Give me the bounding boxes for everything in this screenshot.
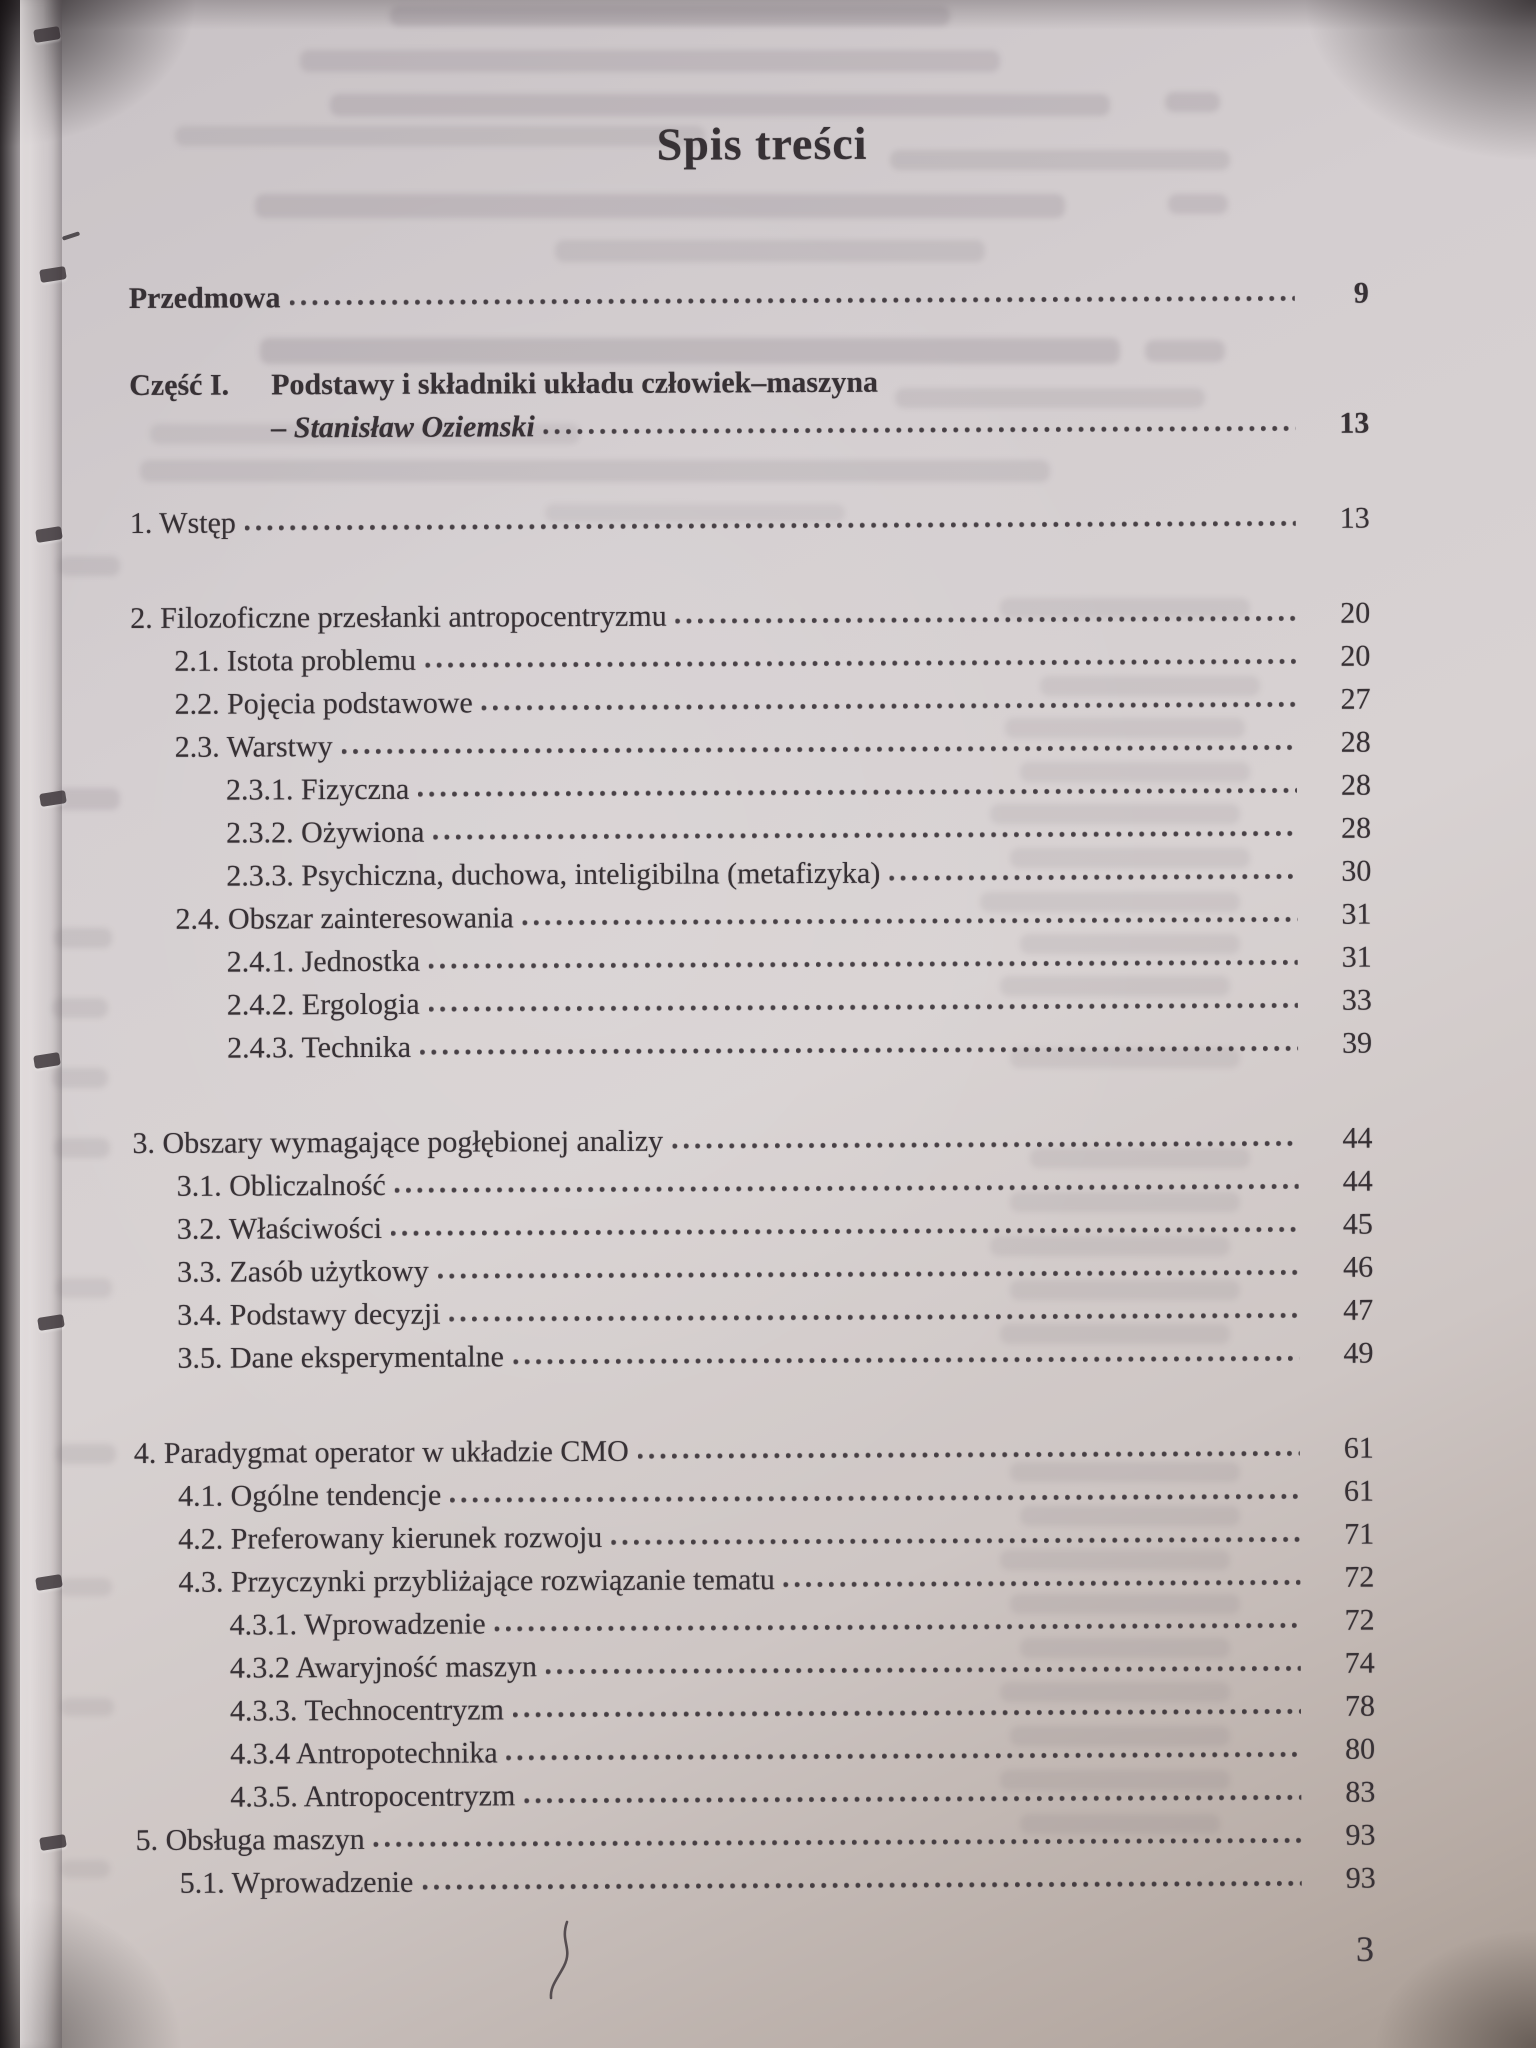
part-label: Część I.: [129, 368, 230, 402]
page-number: 39: [1341, 1026, 1373, 1060]
page-number: 13: [1339, 501, 1370, 535]
page-number: 83: [1345, 1775, 1376, 1809]
toc-entry: [130, 592, 1370, 640]
dot-leader: [433, 829, 1297, 842]
dot-leader: [429, 1001, 1298, 1014]
page-number: 28: [1340, 725, 1371, 759]
page-binding-edge: [20, 0, 62, 2048]
entry-label: 2.2. Pojęcia podstawowe: [174, 686, 473, 721]
page-number: 33: [1341, 983, 1372, 1017]
ghost-text-smudge: [300, 50, 1000, 72]
page-title: Spis treści: [656, 117, 868, 170]
entry-label: 4.3. Przyczynki przybliżające rozwiązanie tematu: [178, 1563, 775, 1599]
entry-label: 3.5. Dane eksperymentalne: [177, 1340, 505, 1375]
ghost-text-smudge: [58, 1578, 112, 1596]
toc-entry: [135, 1685, 1375, 1733]
page-number: 93: [1345, 1861, 1376, 1895]
toc-preface-row: [129, 272, 1369, 320]
dot-leader: [429, 958, 1298, 971]
entry-label: 3.2. Właściwości: [176, 1211, 383, 1246]
bottom-page-number: 3: [1356, 1929, 1374, 1969]
dot-leader: [546, 1664, 1301, 1676]
dot-leader: [342, 743, 1297, 756]
hair-squiggle-mark: [538, 1916, 588, 2006]
toc-content: [128, 111, 1376, 1905]
entry-label: 2.3. Warstwy: [174, 730, 333, 764]
entry-label: 4.3.4 Antropotechnika: [230, 1736, 498, 1771]
toc-entry: [134, 1427, 1374, 1475]
dot-leader: [544, 424, 1296, 436]
entry-label: 5.1. Wprowadzenie: [179, 1865, 414, 1900]
dot-leader: [495, 1621, 1301, 1634]
toc-entry: [135, 1642, 1375, 1690]
page-number: 13: [1339, 406, 1370, 440]
page-number: 46: [1342, 1250, 1374, 1284]
page-number: 72: [1344, 1560, 1375, 1594]
toc-entry: [131, 807, 1371, 855]
part-indent-spacer: [129, 437, 271, 438]
ghost-text-smudge: [60, 1860, 110, 1878]
dot-leader: [889, 872, 1297, 883]
entry-label: 2.3.2. Ożywiona: [226, 815, 425, 850]
ghost-text-smudge: [52, 1068, 108, 1088]
margin-tick-mark: [62, 231, 80, 240]
dot-leader: [245, 519, 1296, 533]
dot-leader: [507, 1750, 1302, 1762]
page-number: 71: [1344, 1517, 1375, 1551]
toc-entry: [130, 678, 1370, 726]
dot-leader: [482, 700, 1297, 713]
ghost-text-smudge: [54, 1138, 110, 1158]
page-number: 72: [1344, 1603, 1375, 1637]
dot-leader: [395, 1182, 1299, 1195]
entry-label: 2.4.3. Technika: [226, 1030, 412, 1065]
toc-entry: [135, 1814, 1375, 1862]
toc-entry: [132, 1117, 1372, 1165]
toc-entry: [132, 936, 1372, 984]
dot-leader: [391, 1225, 1299, 1238]
entry-label: 3.1. Obliczalność: [176, 1168, 386, 1203]
toc-entry: [130, 497, 1370, 545]
preface-label: Przedmowa: [128, 281, 281, 315]
toc-entry: [136, 1857, 1376, 1905]
toc-entry: [134, 1599, 1374, 1647]
entry-label: 3.4. Podstawy decyzji: [177, 1297, 441, 1332]
toc-part-author-row: [129, 402, 1369, 450]
entry-label: 4.3.1. Wprowadzenie: [229, 1607, 486, 1642]
toc-entry: [131, 764, 1371, 812]
page-number: 61: [1343, 1474, 1375, 1508]
page-number: 45: [1342, 1207, 1373, 1241]
binding-stitch: [39, 266, 67, 283]
page-number: 93: [1345, 1818, 1376, 1852]
dot-leader: [450, 1492, 1300, 1505]
ghost-text-smudge: [56, 788, 120, 810]
ghost-text-smudge: [1165, 92, 1220, 112]
dot-leader: [289, 294, 1294, 307]
toc-entry: [134, 1470, 1374, 1518]
page-number: 80: [1345, 1732, 1376, 1766]
dot-leader: [611, 1535, 1300, 1547]
ghost-text-smudge: [56, 1444, 116, 1464]
page-number: 9: [1353, 276, 1369, 310]
dot-leader: [450, 1311, 1300, 1324]
toc-entry: [132, 1022, 1372, 1070]
page-number: 47: [1343, 1293, 1374, 1327]
entry-label: 3.3. Zasób użytkowy: [176, 1254, 429, 1289]
page-number: 74: [1344, 1646, 1375, 1680]
dot-leader: [523, 915, 1298, 927]
entry-label: 5. Obsługa maszyn: [135, 1822, 365, 1857]
toc-entry: [135, 1728, 1375, 1776]
ghost-text-smudge: [58, 556, 120, 576]
dot-leader: [422, 1879, 1301, 1892]
page-number: 31: [1341, 897, 1372, 931]
toc-entry: [135, 1771, 1375, 1819]
part-title: Podstawy i składniki układu człowiek–maszyna: [271, 365, 879, 402]
entry-label: 2.4.1. Jednostka: [226, 944, 421, 979]
toc-entry: [131, 721, 1371, 769]
entry-label: 4.3.5. Antropocentryzm: [230, 1779, 516, 1814]
toc-entry: [133, 1289, 1373, 1337]
dot-leader: [418, 786, 1297, 799]
entry-label: 2.1. Istota problemu: [174, 643, 417, 678]
toc-entry: [134, 1556, 1374, 1604]
page-number: 20: [1340, 639, 1371, 673]
page-number: 27: [1340, 682, 1371, 716]
toc-entry: [131, 850, 1371, 898]
ghost-text-smudge: [390, 6, 950, 26]
entry-label: 3. Obszary wymagające pogłębionej analizy: [132, 1124, 664, 1160]
toc-entry: [133, 1160, 1373, 1208]
toc-part-row: [129, 359, 1369, 407]
dot-leader: [638, 1449, 1300, 1461]
entry-label: 4.2. Preferowany kierunek rozwoju: [178, 1520, 603, 1556]
dot-leader: [676, 614, 1297, 626]
page-number: 28: [1341, 811, 1372, 845]
dot-leader: [374, 1836, 1302, 1849]
entry-label: 4. Paradygmat operator w układzie CMO: [133, 1434, 629, 1470]
entry-label: 4.1. Ogólne tendencje: [177, 1478, 442, 1513]
page-number: 20: [1340, 596, 1371, 630]
dot-leader: [784, 1578, 1301, 1589]
dot-leader: [420, 1044, 1298, 1057]
ghost-text-smudge: [54, 928, 112, 948]
entry-label: 4.3.2 Awaryjność maszyn: [229, 1650, 538, 1685]
dot-leader: [438, 1268, 1299, 1281]
toc-entry: [134, 1513, 1374, 1561]
page-number: 78: [1344, 1689, 1376, 1723]
page-number: 44: [1342, 1164, 1373, 1198]
toc-entry: [131, 893, 1371, 941]
toc-entry: [132, 979, 1372, 1027]
toc-entry: [133, 1246, 1373, 1294]
dot-leader: [513, 1707, 1301, 1719]
entry-label: 2.3.1. Fizyczna: [225, 772, 410, 807]
entry-label: 4.3.3. Technocentryzm: [229, 1693, 504, 1728]
toc-entry: [130, 635, 1370, 683]
page-number: 61: [1343, 1431, 1374, 1465]
dot-leader: [524, 1793, 1301, 1805]
page-number: 44: [1342, 1121, 1373, 1155]
entry-label: 2.4. Obszar zainteresowania: [175, 901, 514, 936]
ghost-text-smudge: [60, 1698, 114, 1716]
entry-label: 2. Filozoficzne przesłanki antropocentryzmu: [130, 599, 667, 635]
dot-leader: [672, 1139, 1298, 1151]
binding-stitch: [39, 1834, 67, 1851]
entry-label: 1. Wstęp: [129, 506, 236, 540]
page-number: 30: [1341, 854, 1372, 888]
toc-entry: [133, 1203, 1373, 1251]
page-number: 28: [1340, 768, 1372, 802]
toc-entry-list: [130, 497, 1376, 1905]
entry-label: 2.3.3. Psychiczna, duchowa, inteligibilna (metafizyka): [226, 856, 881, 893]
page-number: 49: [1343, 1336, 1374, 1370]
entry-label: 2.4.2. Ergologia: [226, 987, 420, 1022]
part-author: – Stanisław Oziemski: [271, 410, 535, 445]
dot-leader: [513, 1354, 1299, 1366]
page-number: 31: [1341, 940, 1372, 974]
ghost-text-smudge: [52, 998, 108, 1018]
toc-entry: [133, 1332, 1373, 1380]
dot-leader: [425, 657, 1296, 670]
ghost-text-smudge: [56, 1278, 112, 1298]
